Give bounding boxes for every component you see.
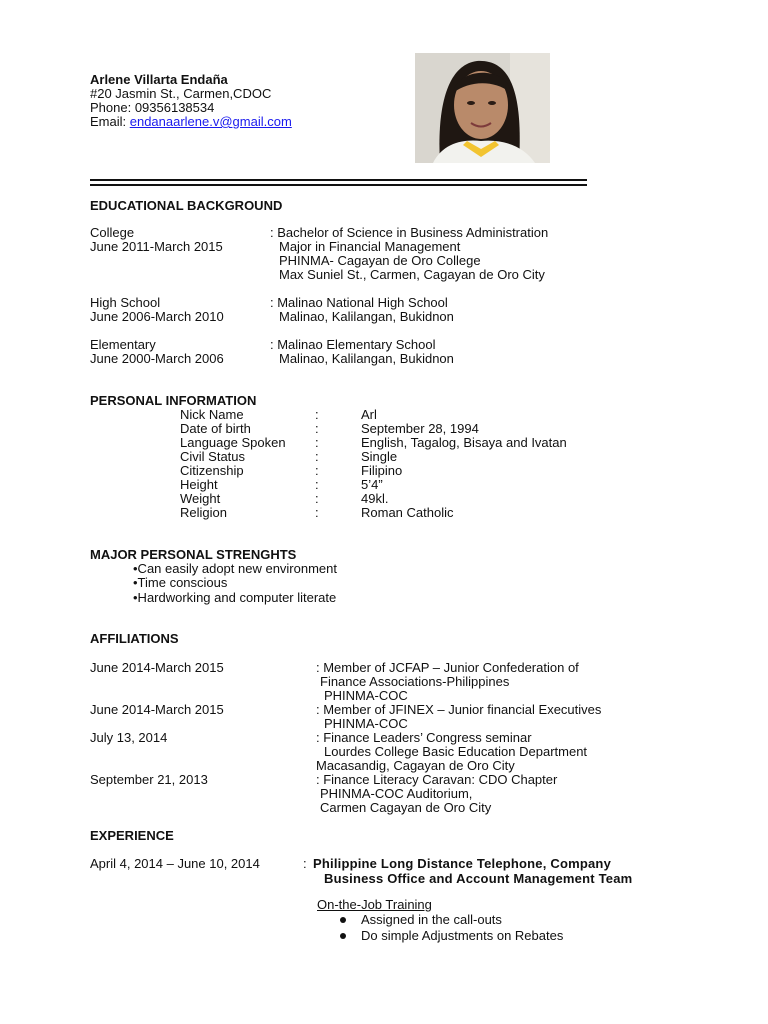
college-degree: : Bachelor of Science in Business Administration (270, 225, 549, 240)
email-line (90, 115, 292, 129)
affiliations-heading: AFFILIATIONS (90, 631, 179, 646)
affiliation-line: Finance Associations-Philippines (320, 674, 510, 689)
duty-item: Do simple Adjustments on Rebates (361, 928, 564, 943)
info-label: Date of birth (180, 421, 251, 436)
strengths-heading: MAJOR PERSONAL STRENGHTS (90, 547, 297, 562)
experience-role: On-the-Job Training (317, 897, 432, 912)
affiliation-date: June 2014-March 2015 (90, 660, 224, 675)
affiliation-line: : Member of JCFAP – Junior Confederation of (316, 660, 579, 675)
affiliation-date: September 21, 2013 (90, 772, 208, 787)
info-label: Weight (180, 491, 221, 506)
affiliation-line: Lourdes College Basic Education Department (324, 744, 588, 759)
affiliation-line: Macasandig, Cagayan de Oro City (316, 758, 515, 773)
info-label: Language Spoken (180, 435, 286, 450)
strength-item: •Hardworking and computer literate (133, 590, 337, 605)
high-school-label: High School (90, 295, 161, 310)
info-sep: : (315, 407, 319, 422)
elementary-label: Elementary (90, 337, 156, 352)
applicant-photo (415, 53, 550, 163)
college-dates: June 2011-March 2015 (90, 239, 223, 254)
address: #20 Jasmin St., Carmen,CDOC (90, 86, 272, 101)
info-value: Filipino (361, 463, 403, 478)
college-label: College (90, 225, 135, 240)
experience-company: Philippine Long Distance Telephone, Company (313, 856, 611, 871)
high-school-name: : Malinao National High School (270, 295, 448, 310)
experience-sep: : (303, 856, 307, 871)
bullet-icon (340, 933, 346, 939)
info-sep: : (315, 477, 319, 492)
info-sep: : (315, 505, 319, 520)
info-sep: : (315, 421, 319, 436)
college-major: Major in Financial Management (279, 239, 461, 254)
info-value: Single (361, 449, 398, 464)
affiliation-line: PHINMA-COC (324, 716, 408, 731)
affiliation-line: Carmen Cagayan de Oro City (320, 800, 492, 815)
strength-item: •Can easily adopt new environment (133, 561, 338, 576)
education-heading: EDUCATIONAL BACKGROUND (90, 198, 283, 213)
info-sep: : (315, 491, 319, 506)
college-school: PHINMA- Cagayan de Oro College (279, 253, 481, 268)
affiliation-line: : Member of JFINEX – Junior financial Executives (316, 702, 602, 717)
high-school-dates: June 2006-March 2010 (90, 309, 224, 324)
info-label: Religion (180, 505, 227, 520)
affiliation-date: June 2014-March 2015 (90, 702, 224, 717)
info-value: 49kl. (361, 491, 389, 506)
experience-heading: EXPERIENCE (90, 828, 174, 843)
info-value: Arl (361, 407, 377, 422)
email-label: Email: (90, 114, 130, 129)
college-address: Max Suniel St., Carmen, Cagayan de Oro City (279, 267, 545, 282)
bullet-icon (340, 917, 346, 923)
info-value: Roman Catholic (361, 505, 454, 520)
elementary-name: : Malinao Elementary School (270, 337, 436, 352)
email-link[interactable]: endanaarlene.v@gmail.com (129, 114, 292, 129)
high-school-address: Malinao, Kalilangan, Bukidnon (279, 309, 454, 324)
duty-item: Assigned in the call-outs (361, 912, 502, 927)
info-label: Height (180, 477, 218, 492)
experience-team: Business Office and Account Management Team (324, 871, 633, 886)
affiliation-line: PHINMA-COC (324, 688, 408, 703)
affiliation-line: : Finance Leaders’ Congress seminar (316, 730, 532, 745)
info-value: 5’4” (361, 477, 383, 492)
affiliation-line: PHINMA-COC Auditorium, (320, 786, 473, 801)
affiliation-date: July 13, 2014 (90, 730, 168, 745)
personal-heading: PERSONAL INFORMATION (90, 393, 257, 408)
phone: Phone: 09356138534 (90, 100, 215, 115)
applicant-name: Arlene Villarta Endaña (90, 72, 228, 87)
elementary-dates: June 2000-March 2006 (90, 351, 224, 366)
elementary-address: Malinao, Kalilangan, Bukidnon (279, 351, 454, 366)
info-value: English, Tagalog, Bisaya and Ivatan (361, 435, 567, 450)
info-sep: : (315, 449, 319, 464)
info-sep: : (315, 463, 319, 478)
divider-bottom (90, 184, 587, 186)
experience-date: April 4, 2014 – June 10, 2014 (90, 856, 260, 871)
info-sep: : (315, 435, 319, 450)
info-value: September 28, 1994 (361, 421, 479, 436)
info-label: Citizenship (180, 463, 244, 478)
info-label: Nick Name (180, 407, 244, 422)
strength-item: •Time conscious (133, 575, 228, 590)
divider-top (90, 179, 587, 181)
affiliation-line: : Finance Literacy Caravan: CDO Chapter (316, 772, 558, 787)
info-label: Civil Status (180, 449, 246, 464)
